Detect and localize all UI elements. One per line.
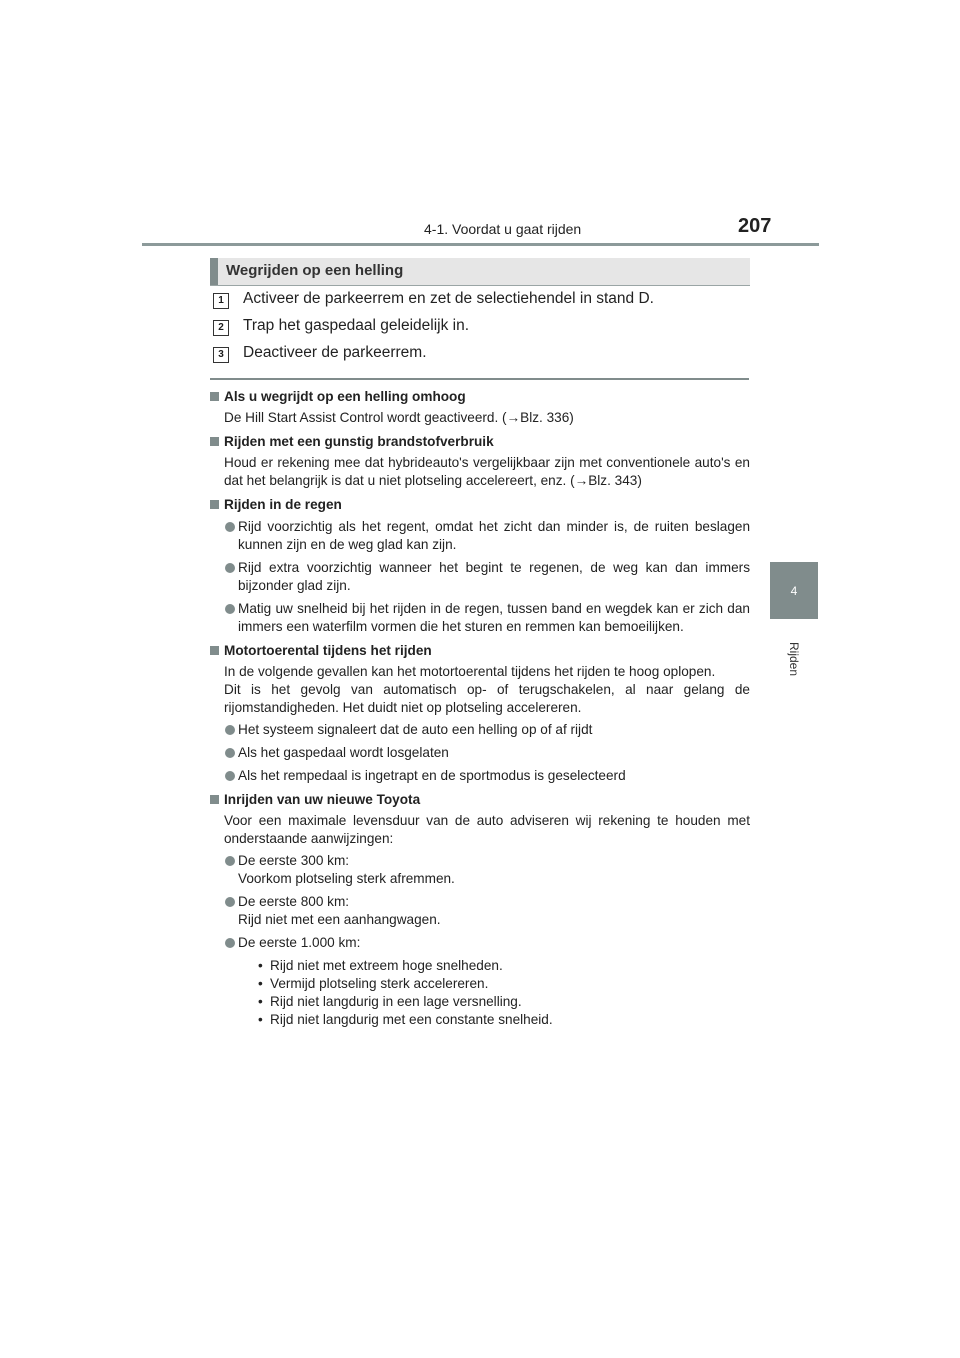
section-title: Wegrijden op een helling [226, 262, 404, 279]
list-item [210, 518, 750, 554]
note-title-text: Inrijden van uw nieuwe Toyota [224, 792, 421, 807]
steps-list [213, 290, 753, 371]
note-title-text: Als u wegrijdt op een helling omhoog [224, 389, 466, 404]
notes-content [210, 388, 750, 1035]
round-bullet-icon [225, 856, 235, 866]
round-bullet-icon [225, 563, 235, 573]
step [213, 317, 753, 344]
note-rain [210, 496, 750, 636]
note-text: Voor een maximale levensduur van de auto adviseren wij rekening te houden met onderstaande aanwijzingen: [224, 813, 750, 846]
sub-list-item: • Rijd niet langdurig in een lage versnelling. [258, 993, 750, 1011]
sub-list-item: • Rijd niet langdurig met een constante snelheid. [258, 1011, 750, 1029]
round-bullet-icon [225, 725, 235, 735]
note-title-text: Motortoerental tijdens het rijden [224, 643, 432, 658]
step-text: Deactiveer de parkeerrem. [243, 344, 427, 361]
round-bullet-icon [225, 604, 235, 614]
header-rule [142, 243, 819, 246]
list-item-head: De eerste 300 km: [238, 853, 350, 868]
title-accent [210, 258, 218, 285]
note-text: Dit is het gevolg van automatisch op- of terugschakelen, al naar gelang de rijomstandigheden. Het duidt niet op plotseling accelereren. [224, 682, 750, 715]
square-bullet-icon [210, 392, 219, 401]
list-item-text: Voorkom plotseling sterk afremmen. [238, 871, 455, 886]
list-item-text: Het systeem signaleert dat de auto een helling op of af rijdt [238, 722, 593, 737]
step-number: 1 [213, 293, 229, 309]
page-header [0, 0, 960, 250]
note-uphill [210, 388, 750, 427]
note-text: Houd er rekening mee dat hybrideauto's vergelijkbaar zijn met conventionele auto's en dat het belangrijk is dat u niet plotseling accelereert, enz. (→Blz. 343) [224, 455, 750, 488]
list-item [210, 744, 750, 762]
note-fuel-economy [210, 433, 750, 490]
step [213, 290, 753, 317]
section-title-bar [210, 258, 750, 286]
list-item [210, 852, 750, 888]
square-bullet-icon [210, 646, 219, 655]
square-bullet-icon [210, 795, 219, 804]
round-bullet-icon [225, 771, 235, 781]
sub-list [238, 957, 750, 1029]
list-item [210, 600, 750, 636]
square-bullet-icon [210, 500, 219, 509]
note-text: In de volgende gevallen kan het motortoerental tijdens het rijden te hoog oplopen. [224, 664, 716, 679]
step [213, 344, 753, 371]
list-item [210, 893, 750, 929]
section-divider [210, 378, 749, 380]
list-item-head: De eerste 1.000 km: [238, 935, 361, 950]
page-number: 207 [738, 215, 772, 237]
round-bullet-icon [225, 938, 235, 948]
list-item-text: Als het rempedaal is ingetrapt en de sportmodus is geselecteerd [238, 768, 626, 783]
note-title-text: Rijden met een gunstig brandstofverbruik [224, 434, 494, 449]
chapter-number: 4 [790, 584, 798, 598]
note-title [210, 433, 750, 451]
list-item [210, 559, 750, 595]
list-item [210, 721, 750, 739]
note-title [210, 496, 750, 514]
note-title [210, 388, 750, 406]
list-item-text: Rijd extra voorzichtig wanneer het begint te regenen, de weg kan dan immers bijzonder glad zijn. [238, 560, 750, 593]
chapter-label: Rijden [787, 641, 801, 677]
list-item-text: Matig uw snelheid bij het rijden in de regen, tussen band en wegdek kan er zich dan immers een waterfilm vormen die het sturen en remmen kan bemoeilijken. [238, 601, 750, 634]
note-engine-speed [210, 642, 750, 785]
step-number: 2 [213, 320, 229, 336]
step-number: 3 [213, 347, 229, 363]
sub-list-item: • Vermijd plotseling sterk accelereren. [258, 975, 750, 993]
sub-list-item: • Rijd niet met extreem hoge snelheden. [258, 957, 750, 975]
step-text: Trap het gaspedaal geleidelijk in. [243, 317, 470, 334]
note-title [210, 791, 750, 809]
round-bullet-icon [225, 897, 235, 907]
note-title-text: Rijden in de regen [224, 497, 342, 512]
header-section-title: 4-1. Voordat u gaat rijden [424, 221, 582, 237]
list-item [210, 934, 750, 1029]
round-bullet-icon [225, 748, 235, 758]
step-text: Activeer de parkeerrem en zet de selectiehendel in stand D. [243, 290, 654, 307]
note-text: De Hill Start Assist Control wordt geactiveerd. (→Blz. 336) [224, 410, 574, 425]
chapter-tab [770, 562, 818, 619]
square-bullet-icon [210, 437, 219, 446]
list-item-text: Als het gaspedaal wordt losgelaten [238, 745, 449, 760]
note-title [210, 642, 750, 660]
note-break-in [210, 791, 750, 1029]
list-item-head: De eerste 800 km: [238, 894, 350, 909]
round-bullet-icon [225, 522, 235, 532]
list-item-text: Rijd niet met een aanhangwagen. [238, 912, 441, 927]
list-item-text: Rijd voorzichtig als het regent, omdat het zicht dan minder is, de ruiten beslagen kunnen zijn en de weg glad kan zijn. [238, 519, 750, 552]
list-item [210, 767, 750, 785]
